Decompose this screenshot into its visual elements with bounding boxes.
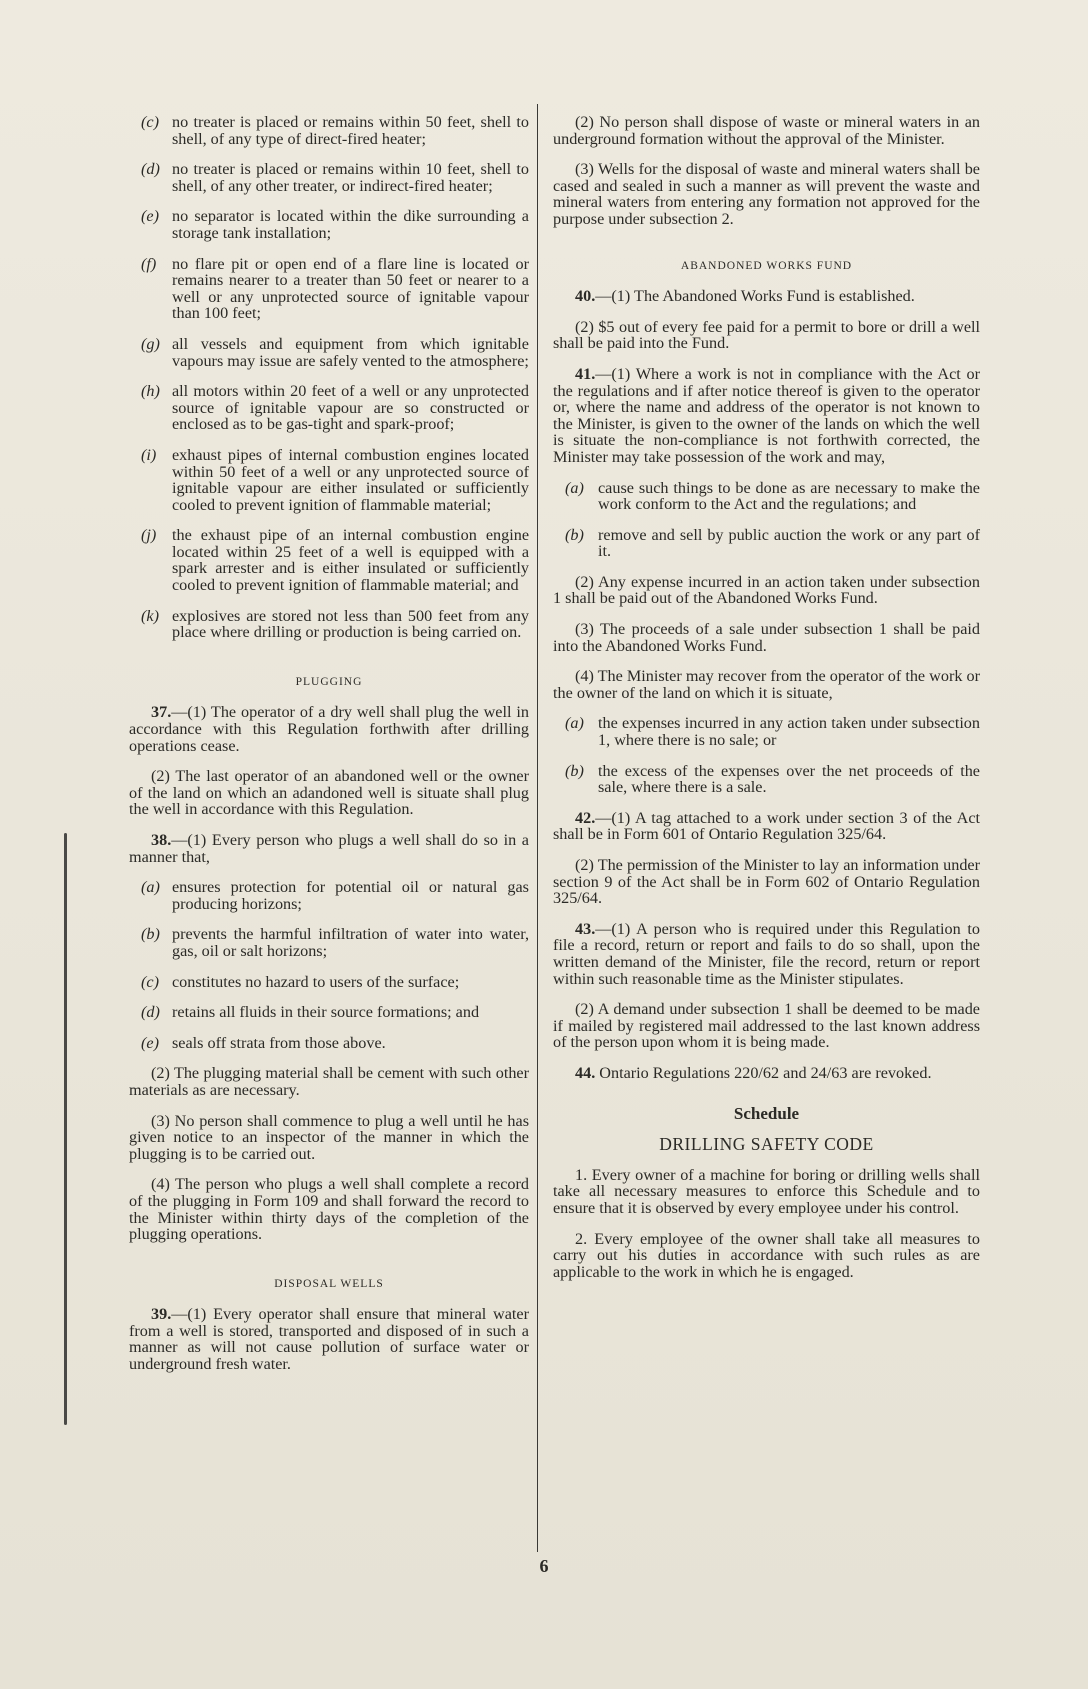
clause-label: (f) bbox=[141, 254, 157, 273]
clause-38-d bbox=[129, 1004, 529, 1021]
clause-text: no flare pit or open end of a flare line is located or remains nearer to a treater than 50 feet or nearer to a well or any unprotected source of ignitable vapour than 100 feet; bbox=[172, 254, 529, 323]
column-divider bbox=[537, 104, 538, 1552]
clause-text: no treater is placed or remains within 10 feet, shell to shell, of any other treater, or indirect-fired heater; bbox=[172, 160, 529, 195]
section-heading-abandoned-works-fund: ABANDONED WORKS FUND bbox=[680, 259, 853, 272]
schedule-title: DRILLING SAFETY CODE bbox=[659, 1134, 874, 1155]
margin-change-bar bbox=[64, 833, 67, 1425]
section-41-2: (2) Any expense incurred in an action taken under subsection 1 shall be paid out of the Abandoned Works Fund. bbox=[553, 572, 980, 608]
clause-h bbox=[129, 383, 529, 433]
clause-label: (c) bbox=[141, 972, 159, 991]
clause-38-e bbox=[129, 1035, 529, 1052]
clause-label: (g) bbox=[141, 334, 160, 353]
clause-label: (b) bbox=[565, 525, 584, 544]
clause-text: all vessels and equipment from which ignitable vapours may issue are safely vented to the atmosphere; bbox=[172, 334, 529, 370]
clause-label: (b) bbox=[565, 761, 584, 780]
section-number: 44. bbox=[575, 1063, 596, 1082]
paragraph-text: —(1) A tag attached to a work under section 3 of the Act shall be in Form 601 of Ontario Regulation 325/64. bbox=[553, 808, 980, 844]
clause-text: no treater is placed or remains within 50 feet, shell to shell, of any type of direct-fired heater; bbox=[172, 113, 529, 148]
clause-text: all motors within 20 feet of a well or any unprotected source of ignitable vapour are so constructed or enclosed as to be gas-tight and spark-proof; bbox=[172, 382, 529, 434]
clause-text: no separator is located within the dike surrounding a storage tank installation; bbox=[172, 207, 529, 242]
clause-c bbox=[129, 114, 529, 147]
clause-k bbox=[129, 608, 529, 641]
section-number: 43. bbox=[575, 919, 596, 938]
paragraph-text: —(1) Every operator shall ensure that mineral water from a well is stored, transported and disposed of in such a manner as will not cause pollution of surface water or underground fresh water. bbox=[129, 1305, 529, 1374]
section-number: 42. bbox=[575, 808, 596, 827]
clause-label: (b) bbox=[141, 925, 160, 944]
clause-label: (j) bbox=[141, 526, 157, 545]
right-column bbox=[553, 114, 980, 1280]
clause-text: exhaust pipes of internal combustion engines located within 50 feet of a well or any unprotected source of ignitable vapour are either insulated or sufficiently cooled to prevent ignition of flammable material; bbox=[172, 445, 529, 514]
clause-j bbox=[129, 527, 529, 593]
clause-text: explosives are stored not less than 500 feet from any place where drilling or production is being carried on. bbox=[172, 606, 529, 642]
clause-label: (i) bbox=[141, 445, 157, 464]
schedule-item-2: 2. Every employee of the owner shall take all measures to carry out his duties in accordance with such rules as are applicable to the work in which he is engaged. bbox=[553, 1229, 980, 1281]
clause-text: prevents the harmful infiltration of water into water, gas, oil or salt horizons; bbox=[172, 925, 529, 960]
clause-label: (a) bbox=[141, 878, 160, 897]
clause-38-a bbox=[129, 879, 529, 912]
clause-text: constitutes no hazard to users of the surface; bbox=[172, 972, 460, 991]
clause-41-4-a bbox=[553, 715, 980, 748]
clause-41-b bbox=[553, 527, 980, 560]
section-38-2: (2) The plugging material shall be cement with such other materials as are necessary. bbox=[129, 1064, 529, 1099]
section-39-2: (2) No person shall dispose of waste or mineral waters in an underground formation without the approval of the Minister. bbox=[553, 113, 980, 148]
clause-text: the expenses incurred in any action taken under subsection 1, where there is no sale; or bbox=[598, 714, 980, 750]
clause-i bbox=[129, 447, 529, 513]
section-43-2: (2) A demand under subsection 1 shall be deemed to be made if mailed by registered mail addressed to the last known address of the person upon whom it is being made. bbox=[553, 1000, 980, 1052]
section-38-1 bbox=[129, 832, 529, 865]
clause-label: (a) bbox=[565, 714, 584, 733]
clause-label: (a) bbox=[565, 478, 584, 497]
section-39-1 bbox=[129, 1306, 529, 1372]
paragraph-text: —(1) The Abandoned Works Fund is established. bbox=[595, 287, 915, 306]
paragraph-text: —(1) A person who is required under this Regulation to file a record, return or report and fails to do so shall, upon the written demand of the Minister, file the record, return or report within such reasonable time as the Minister stipulates. bbox=[553, 919, 980, 988]
section-number: 40. bbox=[575, 287, 596, 306]
clause-label: (d) bbox=[141, 160, 160, 179]
clause-label: (h) bbox=[141, 382, 160, 401]
clause-38-c bbox=[129, 974, 529, 991]
section-41-3: (3) The proceeds of a sale under subsection 1 shall be paid into the Abandoned Works Fund. bbox=[553, 620, 980, 655]
section-44 bbox=[553, 1065, 980, 1082]
section-heading-disposal-wells: DISPOSAL WELLS bbox=[274, 1277, 384, 1290]
section-heading-plugging: PLUGGING bbox=[295, 675, 363, 688]
schedule-heading: Schedule bbox=[733, 1103, 800, 1123]
clause-d bbox=[129, 161, 529, 194]
section-number: 38. bbox=[151, 831, 172, 849]
section-39-3: (3) Wells for the disposal of waste and mineral waters shall be cased and sealed in such a manner as will prevent the waste and mineral waters from entering any formation not approved for the purpose under subsection 2. bbox=[553, 160, 980, 228]
section-number: 39. bbox=[151, 1305, 172, 1324]
clause-41-a bbox=[553, 480, 980, 513]
paragraph-text: —(1) Where a work is not in compliance with the Act or the regulations and if after notice thereof is given to the operator or, where the name and address of the operator is not known to the Minister, is given to the owner of the lands on which the well is situate the non-compliance is not forthwith corrected, the Minister may take possession of the work and may, bbox=[553, 364, 980, 466]
section-number: 41. bbox=[575, 364, 596, 383]
clause-text: ensures protection for potential oil or natural gas producing horizons; bbox=[172, 878, 529, 913]
clause-e bbox=[129, 208, 529, 241]
section-41-1 bbox=[553, 366, 980, 466]
section-number: 37. bbox=[151, 703, 172, 722]
section-38-4: (4) The person who plugs a well shall complete a record of the plugging in Form 109 and shall forward the record to the Minister within thirty days of the completion of the plugging operations. bbox=[129, 1175, 529, 1244]
page-number: 6 bbox=[539, 1556, 549, 1576]
section-37-1 bbox=[129, 704, 529, 754]
section-42-1 bbox=[553, 810, 980, 843]
clause-38-b bbox=[129, 926, 529, 959]
clause-label: (c) bbox=[141, 113, 159, 131]
clause-text: the excess of the expenses over the net proceeds of the sale, where there is a sale. bbox=[598, 761, 980, 797]
clause-f bbox=[129, 256, 529, 322]
paragraph-text: —(1) The operator of a dry well shall plug the well in accordance with this Regulation forthwith after drilling operations cease. bbox=[129, 703, 529, 755]
paragraph-text: —(1) Every person who plugs a well shall do so in a manner that, bbox=[129, 831, 529, 866]
clause-label: (e) bbox=[141, 207, 159, 226]
clause-text: remove and sell by public auction the work or any part of it. bbox=[598, 525, 980, 561]
section-42-2: (2) The permission of the Minister to lay an information under section 9 of the Act shall be in Form 602 of Ontario Regulation 325/64. bbox=[553, 856, 980, 908]
schedule-item-1: 1. Every owner of a machine for boring or drilling wells shall take all necessary measures to enforce this Schedule and to ensure that it is observed by every employee under his control. bbox=[553, 1165, 980, 1217]
section-37-2: (2) The last operator of an abandoned well or the owner of the land on which an adandoned well is situate shall plug the well in accordance with this Regulation. bbox=[129, 767, 529, 819]
section-38-3: (3) No person shall commence to plug a well until he has given notice to an inspector of the manner in which the plugging is to be carried out. bbox=[129, 1111, 529, 1163]
paragraph-text: Ontario Regulations 220/62 and 24/63 are revoked. bbox=[595, 1063, 932, 1082]
clause-text: cause such things to be done as are necessary to make the work conform to the Act and the regulations; and bbox=[598, 478, 980, 514]
clause-label: (e) bbox=[141, 1033, 159, 1052]
section-40-1 bbox=[553, 288, 980, 305]
clause-text: seals off strata from those above. bbox=[172, 1033, 386, 1052]
clause-label: (k) bbox=[141, 606, 159, 625]
section-41-4: (4) The Minister may recover from the operator of the work or the owner of the land on which it is situate, bbox=[553, 667, 980, 702]
clause-text: retains all fluids in their source formations; and bbox=[172, 1003, 480, 1022]
clause-text: the exhaust pipe of an internal combustion engine located within 25 feet of a well is equipped with a spark arrester and is either insulated or sufficiently cooled to prevent ignition of flammable material; and bbox=[172, 526, 529, 595]
left-column bbox=[129, 114, 529, 1373]
clause-41-4-b bbox=[553, 763, 980, 796]
section-43-1 bbox=[553, 921, 980, 987]
clause-label: (d) bbox=[141, 1003, 160, 1022]
clause-g bbox=[129, 336, 529, 369]
section-40-2: (2) $5 out of every fee paid for a permit to bore or drill a well shall be paid into the Fund. bbox=[553, 317, 980, 353]
